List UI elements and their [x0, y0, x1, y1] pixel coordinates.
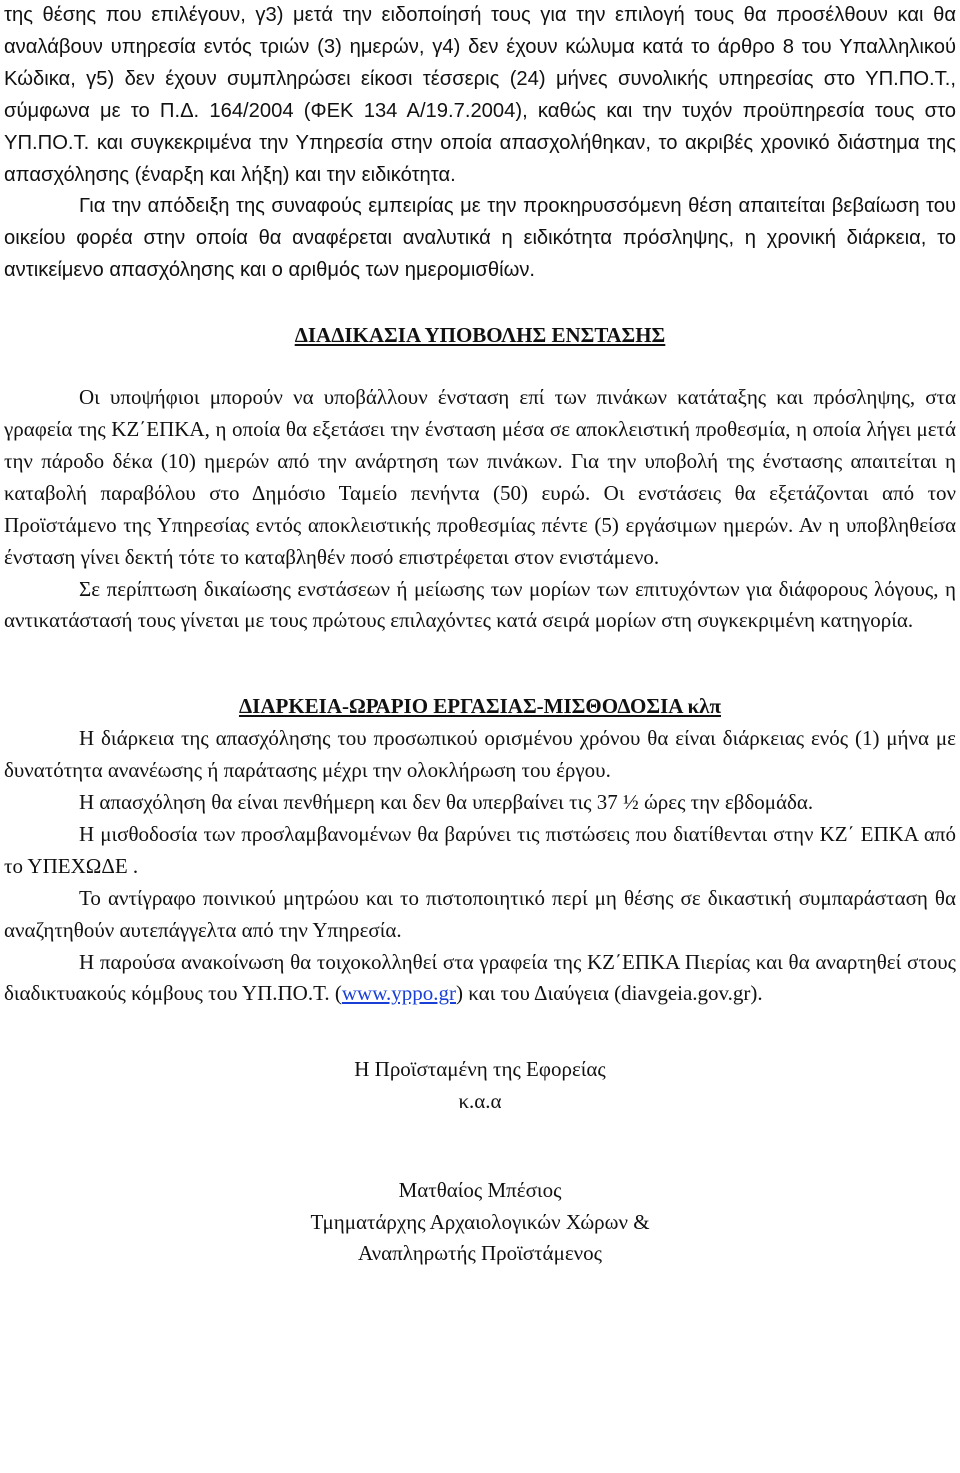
signature-title-line-1: Τμηματάρχης Αρχαιολογικών Χώρων & [310, 1209, 650, 1234]
duration-heading-text: ΔΙΑΡΚΕΙΑ-ΩΡΑΡΙΟ ΕΡΓΑΣΙΑΣ-ΜΙΣΘΟΔΟΣΙΑ κλπ [238, 694, 721, 719]
duration-heading [4, 691, 956, 723]
objection-paragraph-replacement: Σε περίπτωση δικαίωσης ενστάσεων ή μείωσης των μορίων των επιτυχόντων για διάφορους λόγους, η αντικατάστασή τους γίνεται με τους πρώτους επιλαχόντες κατά σειρά μορίων στη συγκεκριμένη κατηγορία. [4, 576, 956, 633]
signature-title-line-2: Αναπληρωτής Προϊστάμενος [358, 1241, 602, 1266]
document-page [4, 0, 956, 1270]
yppo-link[interactable]: www.yppo.gr [341, 981, 456, 1006]
signature-abbreviation: κ.α.α [458, 1088, 502, 1113]
objection-paragraph-procedure: Οι υποψήφιοι μπορούν να υποβάλλουν ένσταση επί των πινάκων κατάταξης και πρόσληψης, στα γραφεία της ΚΖ΄ΕΠΚΑ, η οποία θα εξετάσει την ένσταση μέσα σε αποκλειστική προθεσμία, η οποία λήγει μετά την πάροδο δέκα (10) ημερών από την ανάρτηση των πινάκων. Για την υποβολή της ένστασης απαιτείται η καταβολή παραβόλου στο Δημόσιο Ταμείο πενήντα (50) ευρώ. Οι ενστάσεις θα εξετάζονται από τον Προϊστάμενο της Υπηρεσίας εντός αποκλειστικής προθεσμίας πέντε (5) εργάσιμων ημερών. Αν η υποβληθείσα ένσταση γίνει δεκτή τότε το καταβληθέν ποσό επιστρέφεται στον ενιστάμενο. [4, 385, 956, 569]
intro-paragraph-experience: Για την απόδειξη της συναφούς εμπειρίας με την προκηρυσσόμενη θέση απαιτείται βεβαίωση του οικείου φορέα στην οποία θα αναφέρεται αναλυτικά η ειδικότητα πρόσληψης, η χρονική διάρκεια, το αντικείμενο απασχόλησης και ο αριθμός των ημερομισθίων. [4, 195, 956, 282]
publication-text-after: ) και του Διαύγεια (diavgeia.gov.gr). [456, 981, 763, 1006]
duration-paragraph-criminal-record: Το αντίγραφο ποινικού μητρώου και το πιστοποιητικό περί μη θέσης σε δικαστική συμπαράσταση θα αναζητηθούν αυτεπάγγελτα από την Υπηρεσία. [4, 885, 956, 942]
duration-paragraph-payroll: Η μισθοδοσία των προσλαμβανομένων θα βαρύνει τις πιστώσεις που διατίθενται στην ΚΖ΄ ΕΠΚΑ από το ΥΠΕΧΩΔΕ . [4, 821, 956, 878]
publication-text-before: Η παρούσα ανακοίνωση θα τοιχοκολληθεί στα γραφεία της ΚΖ΄ΕΠΚΑ Πιερίας και θα αναρτηθεί στους διαδικτυακούς κόμβους του ΥΠ.ΠΟ.Τ. ( [4, 949, 956, 1006]
intro-paragraph-conditions: της θέσης που επιλέγουν, γ3) μετά την ειδοποίησή τους για την επιλογή τους θα προσέλθουν και θα αναλάβουν υπηρεσία εντός τριών (3) ημερών, γ4) δεν έχουν κώλυμα κατά το άρθρο 8 του Υπαλληλικού Κώδικα, γ5) δεν έχουν συμπληρώσει είκοσι τέσσερις (24) μήνες συνολικής υπηρεσίας στο ΥΠ.ΠΟ.Τ., σύμφωνα με το Π.Δ. 164/2004 (ΦΕΚ 134 Α/19.7.2004), καθώς και την τυχόν προϋπηρεσία τους στο ΥΠ.ΠΟ.Τ. και συγκεκριμένα την Υπηρεσία στην οποία απασχολήθηκαν, το ακριβές χρονικό διάστημα της απασχόλησης (έναρξη και λήξη) και την ειδικότητα. [4, 4, 956, 186]
duration-paragraph-publication [4, 947, 956, 1011]
objection-heading [4, 320, 956, 352]
duration-paragraph-length: Η διάρκεια της απασχόλησης του προσωπικού ορισμένου χρόνου θα είναι διάρκειας ενός (1) μήνα με δυνατότητα ανανέωσης ή παράτασης μέχρι την ολοκλήρωση του έργου. [4, 726, 956, 783]
signature-role: Η Προϊσταμένη της Εφορείας [354, 1057, 606, 1082]
signature-name: Ματθαίος Μπέσιος [398, 1178, 562, 1203]
duration-paragraph-hours: Η απασχόληση θα είναι πενθήμερη και δεν θα υπερβαίνει τις 37 ½ ώρες την εβδομάδα. [79, 790, 814, 815]
objection-heading-text: ΔΙΑΔΙΚΑΣΙΑ ΥΠΟΒΟΛΗΣ ΕΝΣΤΑΣΗΣ [294, 323, 666, 348]
